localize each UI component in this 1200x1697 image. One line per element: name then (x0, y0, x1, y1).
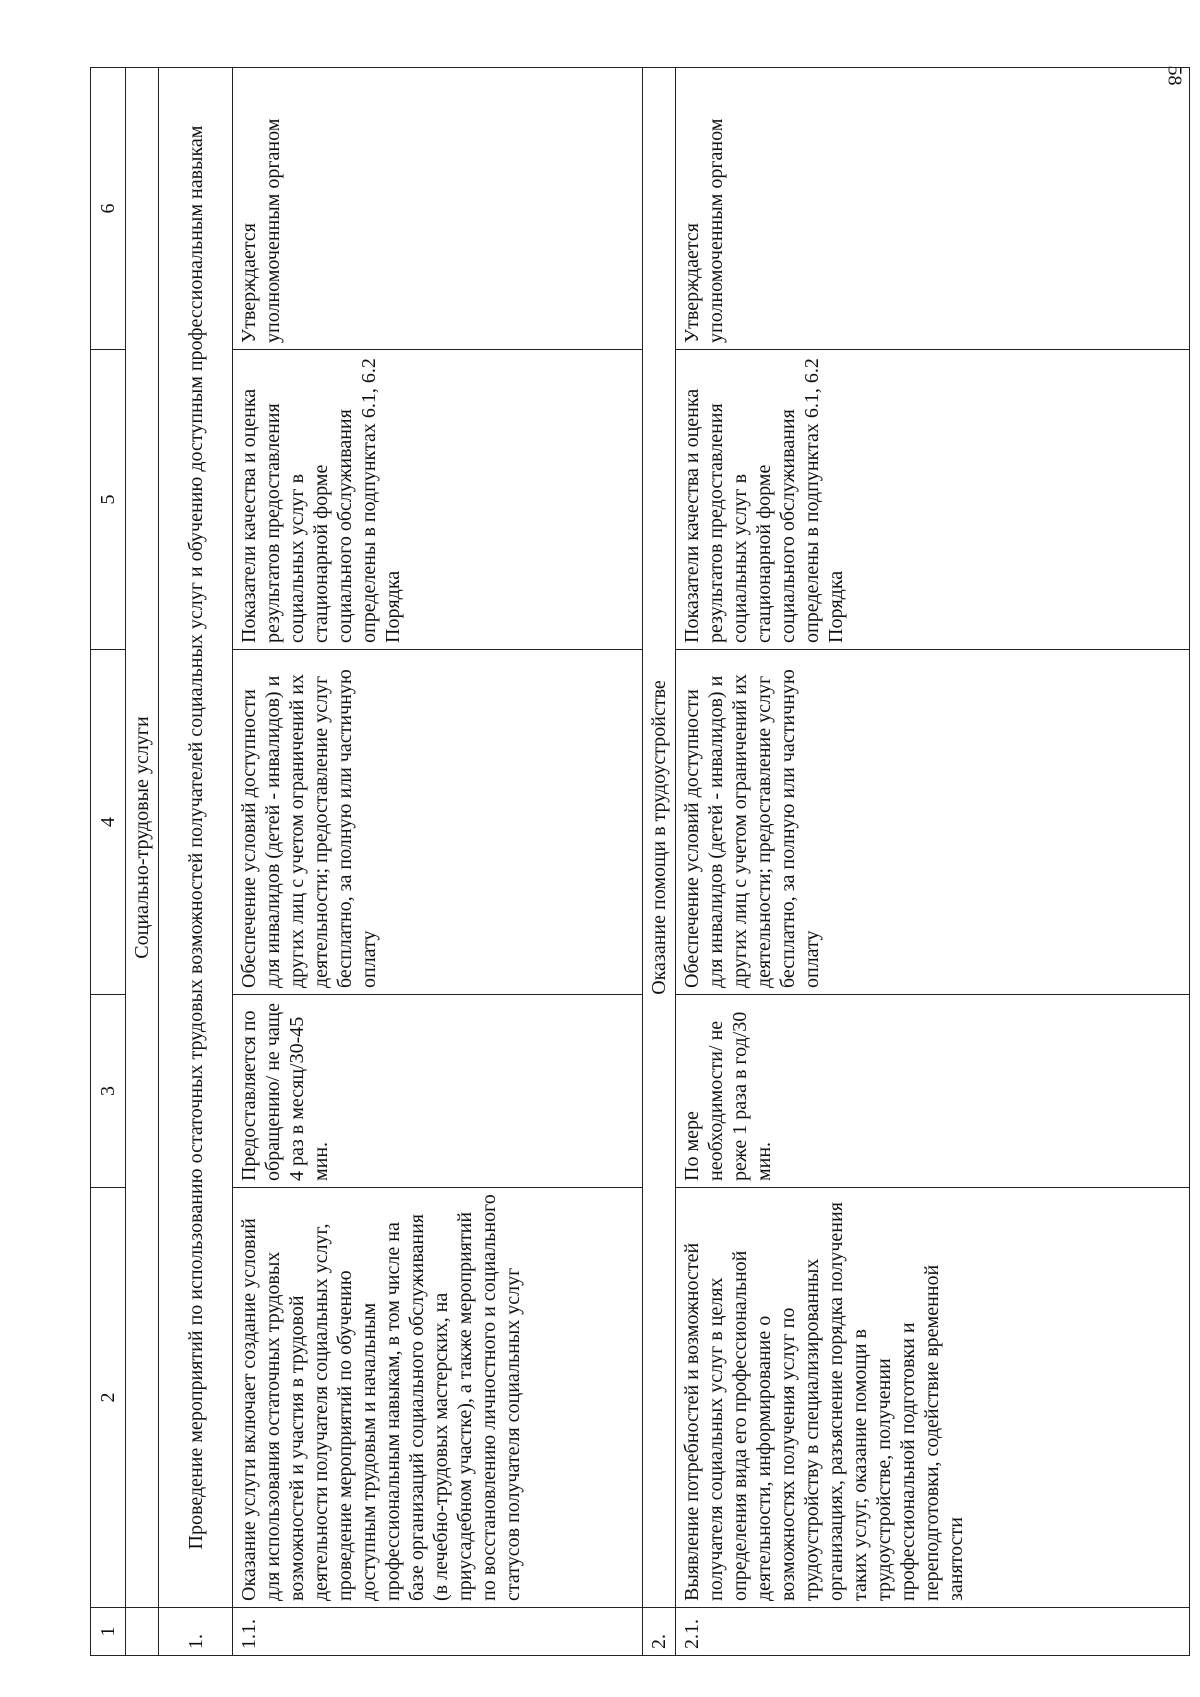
service-quality: Показатели качества и оценка результатов предоставления социальных услуг в стационарной форме социального обслуживания определены в подпунктах 6.1, 6.2 Порядка (676, 350, 1190, 650)
section-number (126, 1608, 159, 1656)
section-row-main (126, 68, 159, 1656)
service-frequency: По мере необходимости/ не реже 1 раза в год/30 мин. (676, 995, 1190, 1188)
row-number: 1.1. (233, 1608, 643, 1656)
section-row-2 (643, 68, 676, 1656)
table-row (676, 68, 1190, 1656)
service-frequency: Предоставляется по обращению/ не чаще 4 раз в месяц/30-45 мин. (233, 995, 643, 1188)
service-approval: Утверждается уполномоченным органом (676, 68, 1190, 350)
service-approval: Утверждается уполномоченным органом (233, 68, 643, 350)
column-header: 1 (91, 1608, 126, 1656)
section-title: Оказание помощи в трудоустройстве (643, 68, 676, 1608)
column-header: 6 (91, 68, 126, 350)
table-row (233, 68, 643, 1656)
column-number-row (91, 68, 126, 1656)
column-header: 4 (91, 650, 126, 995)
column-header: 5 (91, 350, 126, 650)
service-conditions: Обеспечение условий доступности для инвалидов (детей - инвалидов) и других лиц с учетом ограничений их деятельности; предоставление услуг бесплатно, за полную или частичную оплату (676, 650, 1190, 995)
section-title: Социально-трудовые услуги (126, 68, 159, 1608)
services-table (90, 67, 1190, 1656)
service-quality: Показатели качества и оценка результатов предоставления социальных услуг в стационарной форме социального обслуживания определены в подпунктах 6.1, 6.2 Порядка (233, 350, 643, 650)
page-number: 58 (1163, 65, 1186, 86)
section-number: 2. (643, 1608, 676, 1656)
section-number: 1. (159, 1608, 233, 1656)
service-description: Выявление потребностей и возможностей получателя социальных услуг в целях определения вида его профессиональной деятельности, информирование о возможностях получения услуг по трудоустройству в специализированных организациях, разъяснение порядка получения таких услуг, оказание помощи в трудоустройстве, получении профессиональной подготовки и переподготовки, содействие временной занятости (676, 1188, 1190, 1608)
row-number: 2.1. (676, 1608, 1190, 1656)
document-sheet (90, 65, 1190, 1656)
column-header: 3 (91, 995, 126, 1188)
service-conditions: Обеспечение условий доступности для инвалидов (детей - инвалидов) и других лиц с учетом ограничений их деятельности; предоставление услуг бесплатно, за полную или частичную оплату (233, 650, 643, 995)
section-row-1 (159, 68, 233, 1656)
column-header: 2 (91, 1188, 126, 1608)
service-description: Оказание услуги включает создание условий для использования остаточных трудовых возможностей и участия в трудовой деятельности получателя социальных услуг, проведение мероприятий по обучению доступным трудовым и начальным профессиональным навыкам, в том числе на базе организаций социального обслуживания (в лечебно-трудовых мастерских, на приусадебном участке), а также мероприятий по восстановлению личностного и социального статусов получателя социальных услуг (233, 1188, 643, 1608)
section-title: Проведение мероприятий по использованию остаточных трудовых возможностей получателей социальных услуг и обучению доступным профессиональным навыкам (159, 68, 233, 1608)
rotated-table-container (90, 65, 1190, 1656)
